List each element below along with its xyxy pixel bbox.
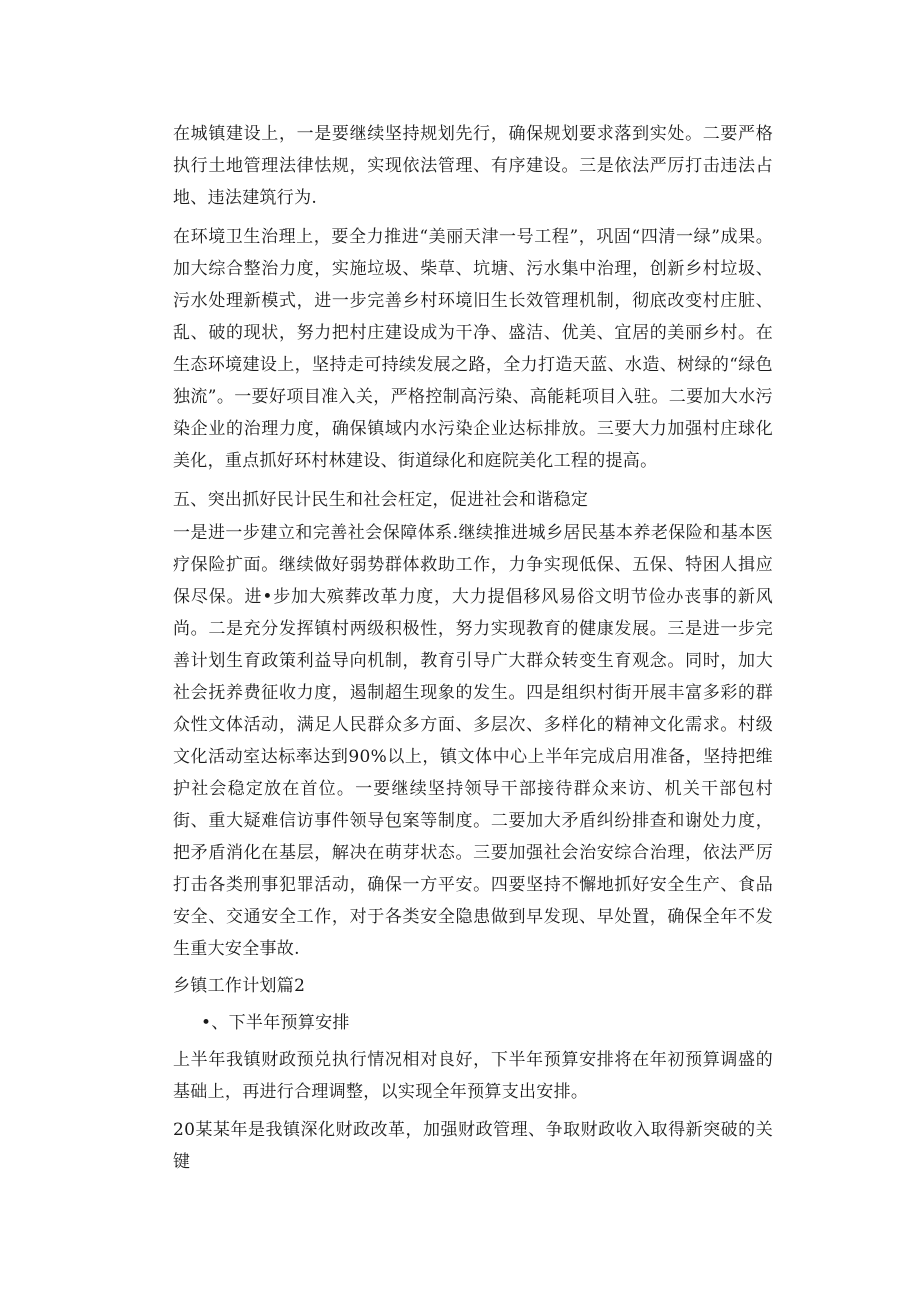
subheading-budget: •、下半年预算安排 — [201, 1013, 350, 1033]
paragraph-fiscal-reform: 20某某年是我镇深化财政改革，加强财政管理、争取财政收入取得新突破的关键 — [173, 1120, 773, 1172]
section-heading-five: 五、突出抓好民计民生和社会枉定，促进社会和谐稳定 — [173, 490, 589, 510]
document-body — [173, 118, 773, 1178]
paragraph-social-security: 一是进一步建立和完善社会保障体系.继续推进城乡居民基本养老保险和基本医疗保险扩面。继续做好弱势群体救助工作，力争实现低保、五保、特困人揖应保尽保。进•步加大殡葬改革力度，大力提倡移风易俗文明节俭办丧事的新风尚。二是充分发挥镇村两级积极性，努力实现教育的健康发展。三是进一步完善计划生育政策利益导向机制，教育引导广大群众转变生育观念。同时，加大社会抚养费征收力度，遏制超生现象的发生。四是组织村街开展丰富多彩的群众性文体活动，满足人民群众多方面、多层次、多样化的精神文化需求。村级文化活动室达标率达到90%以上，镇文体中心上半年完成启用准备，坚持把维护社会稳定放在首位。一要继续坚持领导干部接待群众来访、机关干部包村街、重大疑难信访事件领导包案等制度。二要加大矛盾纠纷排查和谢处力度，把矛盾消化在基层，解决在萌芽状态。三要加强社会治安综合治理，依法严厉打击各类刑事犯罪活动，确保一方平安。四要坚持不懈地抓好安全生产、食品安全、交通安全工作，对于各类安全隐患做到早发现、早处置，确保全年不发生重大安全事故. — [173, 523, 773, 959]
paragraph-urban-construction: 在城镇建设上，一是要继续坚持规划先行，确保规划要求落到实处。二要严格执行土地管理法律怯规，实现依法管理、有序建设。三是依法严厉打击违法占地、违法建筑行为. — [173, 124, 773, 208]
plan-title: 乡镇工作计划篇2 — [173, 976, 306, 996]
paragraph-environment: 在环境卫生治理上，要全力推进“美丽天津一号工程”，巩固“四清一绿”成果。加大综合整治力度，实施垃圾、柴草、坑塘、污水集中治理，创新乡村垃圾、污水处理新模式，进一步完善乡村环境旧生长效管理机制，彻底改变村庄脏、乱、破的现状，努力把村庄建设成为干净、盛洁、优美、宜居的美丽乡村。在生态环境建设上，坚持走可持续发展之路，全力打造天蓝、水造、树绿的“绿色独流”。一要好项目准入关，严格控制高污染、高能耗项目入驻。二要加大水污染企业的治理力度，确保镇域内水污染企业达标排放。三要大力加强村庄球化美化，重点抓好环村林建设、街道绿化和庭院美化工程的提高。 — [173, 227, 773, 471]
paragraph-budget-execution: 上半年我镇财政预兑执行情况相对良好，下半年预算安排将在年初预算调盛的基础上，再进行合理调整，以实现全年预算支出安排。 — [173, 1050, 773, 1102]
